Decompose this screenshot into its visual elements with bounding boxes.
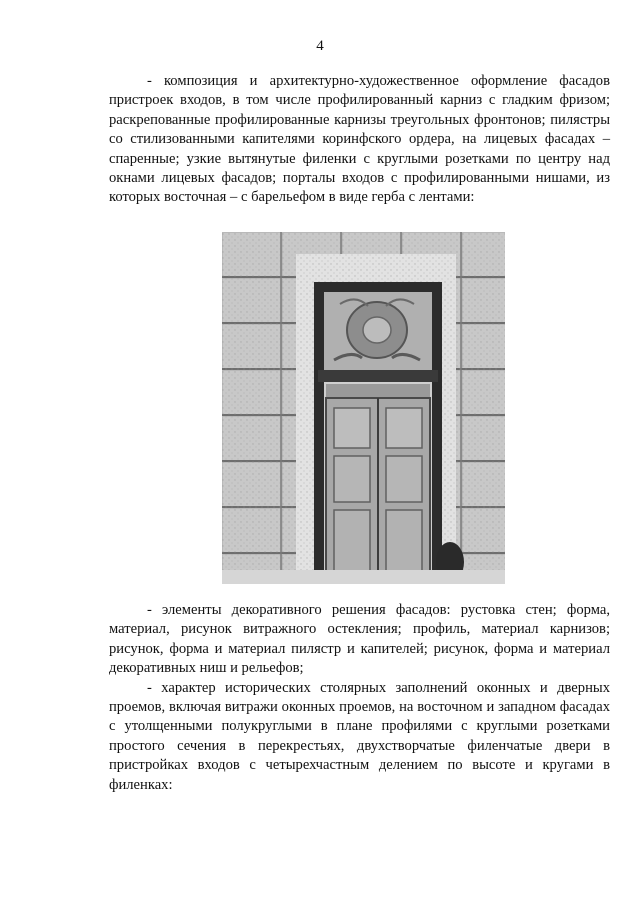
paragraph-text: - характер исторических столярных заполнений оконных и дверных проемов, включая витражи оконных проемов, на восточном и западном фасадах с утолщенными полукруглыми в плане профилями с круглыми розетками простого сечения в перекрестьях, двухстворчатые филенчатые двери в пристройках входов с четырехчастным делением по высоте и кругами в филенках:: [109, 679, 610, 793]
portal-photo: [222, 232, 505, 584]
paragraph-text: - элементы декоративного решения фасадов: рустовка стен; форма, материал, рисунок витражного остекления; профиль, материал карнизов; рисунок, форма и материал пилястр и капителей; рисунок, форма и материал декоративных ниш и рельефов;: [109, 602, 610, 677]
lintel: [318, 370, 438, 382]
paragraph-decorative-elements: [109, 601, 610, 795]
paragraph-composition: [109, 72, 610, 208]
page-number: 4: [316, 38, 324, 54]
paragraph-text: - композиция и архитектурно-художественное оформление фасадов пристроек входов, в том числе профилированный карниз с гладким фризом; раскрепованные профилированные карнизы треугольных фронтонов; пилястры со стилизованными капителями коринфского ордера, на лицевых фасадах – спаренные; узкие вытянутые филенки с круглыми розетками по центру над окнами лицевых фасадов; порталы входов с профилированными нишами, из которых восточная – с барельефом в виде герба с лентами:: [109, 73, 610, 206]
